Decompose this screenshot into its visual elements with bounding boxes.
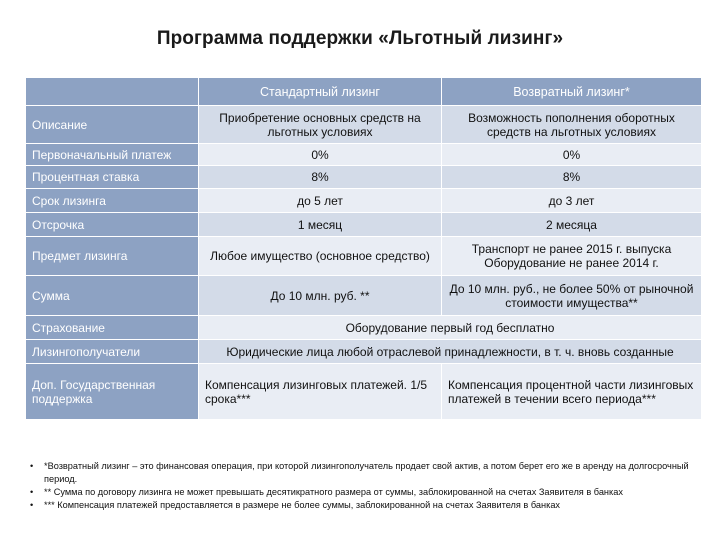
- cell-merged: Оборудование первый год бесплатно: [199, 316, 702, 340]
- cell-standard: До 10 млн. руб. **: [199, 276, 442, 316]
- row-label: Доп. Государственная поддержка: [26, 364, 199, 420]
- table-row: [26, 213, 702, 237]
- cell-return: 0%: [442, 144, 702, 166]
- row-label: Отсрочка: [26, 213, 199, 237]
- header-corner-cell: [26, 78, 199, 106]
- row-label: Страхование: [26, 316, 199, 340]
- leasing-comparison-table: [25, 77, 702, 420]
- bullet-icon: •: [30, 461, 34, 471]
- table-row: [26, 237, 702, 276]
- cell-standard: Приобретение основных средств на льготных условиях: [199, 106, 442, 144]
- cell-return: до 3 лет: [442, 189, 702, 213]
- cell-return: Возможность пополнения оборотных средств на льготных условиях: [442, 106, 702, 144]
- table-row: [26, 144, 702, 166]
- column-header-standard: Стандартный лизинг: [199, 78, 442, 106]
- table-row: [26, 166, 702, 189]
- row-label: Описание: [26, 106, 199, 144]
- table-row: [26, 189, 702, 213]
- cell-return: Транспорт не ранее 2015 г. выпуска Оборудование не ранее 2014 г.: [442, 237, 702, 276]
- bullet-icon: •: [30, 500, 34, 510]
- cell-standard: до 5 лет: [199, 189, 442, 213]
- row-label: Первоначальный платеж: [26, 144, 199, 166]
- footnote-item: [30, 460, 700, 486]
- footnote-text: ** Сумма по договору лизинга не может превышать десятикратного размера от суммы, заблокированной на счетах Заявителя в банках: [44, 487, 623, 497]
- table-row: [26, 364, 702, 420]
- cell-standard: 1 месяц: [199, 213, 442, 237]
- row-label: Срок лизинга: [26, 189, 199, 213]
- cell-merged: Юридические лица любой отраслевой принадлежности, в т. ч. вновь созданные: [199, 340, 702, 364]
- page-title: Программа поддержки «Льготный лизинг»: [156, 28, 564, 49]
- cell-return: 2 месяца: [442, 213, 702, 237]
- column-header-return: Возвратный лизинг*: [442, 78, 702, 106]
- cell-standard: Любое имущество (основное средство): [199, 237, 442, 276]
- table-header-row: [26, 78, 702, 106]
- row-label: Предмет лизинга: [26, 237, 199, 276]
- cell-return: 8%: [442, 166, 702, 189]
- footnotes: [30, 460, 700, 512]
- footnote-item: [30, 486, 700, 499]
- table-row: [26, 106, 702, 144]
- bullet-icon: •: [30, 487, 34, 497]
- cell-return: Компенсация процентной части лизинговых платежей в течении всего периода***: [442, 364, 702, 420]
- cell-standard: 8%: [199, 166, 442, 189]
- cell-standard: 0%: [199, 144, 442, 166]
- footnote-text: *** Компенсация платежей предоставляется в размере не более суммы, заблокированной на счетах Заявителя в банках: [44, 500, 561, 510]
- row-label: Лизингополучатели: [26, 340, 199, 364]
- table-row: [26, 276, 702, 316]
- cell-return: До 10 млн. руб., не более 50% от рыночной стоимости имущества**: [442, 276, 702, 316]
- table-row: [26, 316, 702, 340]
- cell-standard: Компенсация лизинговых платежей. 1/5 срока***: [199, 364, 442, 420]
- footnote-item: [30, 499, 700, 512]
- row-label: Сумма: [26, 276, 199, 316]
- row-label: Процентная ставка: [26, 166, 199, 189]
- footnote-text: *Возвратный лизинг – это финансовая операция, при которой лизингополучатель продает свой актив, а потом берет его же в аренду на долгосрочный период.: [44, 461, 689, 484]
- table-row: [26, 340, 702, 364]
